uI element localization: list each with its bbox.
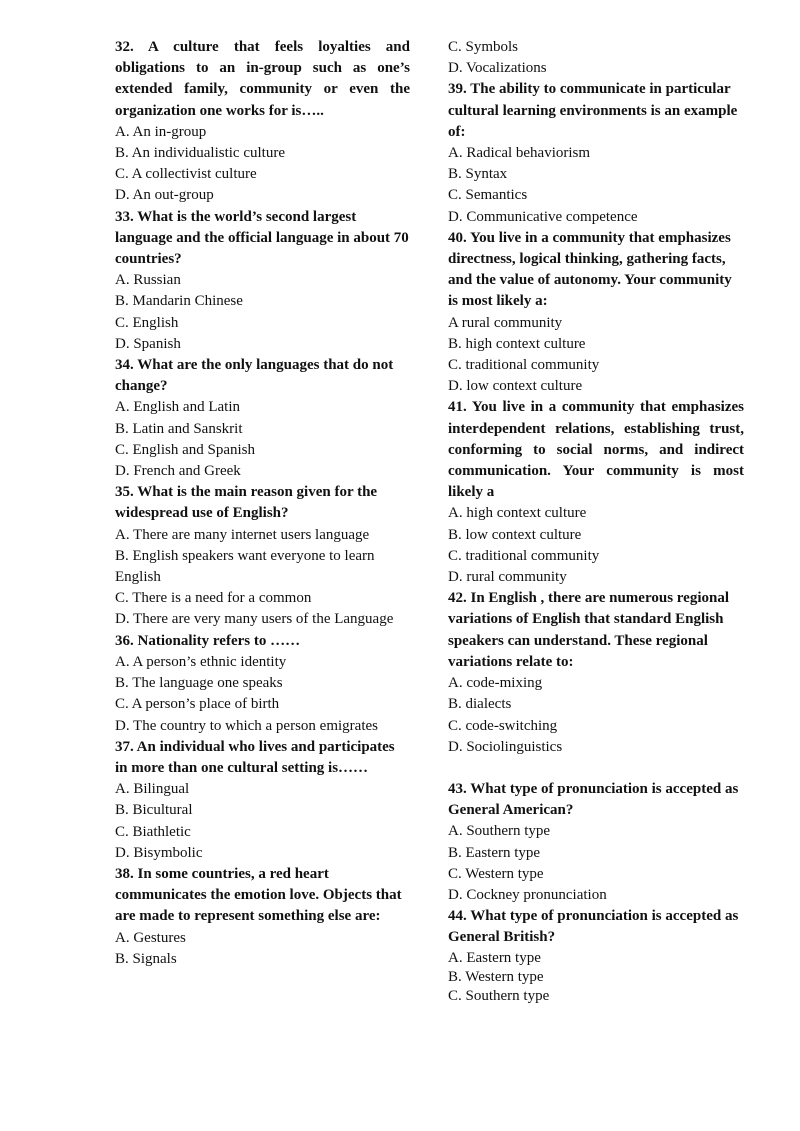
answer-option: D. Bisymbolic: [115, 844, 203, 861]
question-text: 32. A culture that feels loyalties and obligations to an in-group such as one’s extended family, community or even the organization one works for is…..: [115, 39, 410, 119]
answer-option: D. Sociolinguistics: [448, 738, 563, 755]
answer-option: B. low context culture: [448, 526, 582, 543]
answer-option: B. Eastern type: [448, 844, 541, 861]
question-block-q35: [115, 482, 410, 630]
question-block-q38-cont: [448, 37, 744, 79]
question-text: 39. The ability to communicate in particular cultural learning environments is an example of:: [448, 81, 738, 140]
answer-option: C. Symbols: [448, 39, 519, 55]
answer-option: C. traditional community: [448, 357, 600, 374]
question-block-q33: [115, 207, 410, 355]
answer-option: B. English speakers want everyone to learn English: [115, 547, 375, 586]
question-block-q36: [115, 631, 410, 737]
question-block-q44: [448, 906, 744, 1005]
answer-option: B. dialects: [448, 696, 512, 713]
question-block-q43: [448, 779, 744, 906]
question-text: 43. What type of pronunciation is accepted as General American?: [448, 780, 739, 819]
answer-option: D. Cockney pronunciation: [448, 886, 607, 903]
answer-option: C. code-switching: [448, 717, 558, 734]
answer-option: D. Spanish: [115, 335, 181, 352]
answer-option: D. French and Greek: [115, 463, 241, 480]
question-block-q32: [115, 37, 410, 207]
question-text: 40. You live in a community that emphasizes directness, logical thinking, gathering facts, and the value of autonomy. Your community is most likely a:: [448, 229, 732, 310]
right-column: [448, 37, 744, 1006]
question-block-q34: [115, 355, 410, 482]
question-text: 41. You live in a community that emphasizes interdependent relations, establishing trust, conforming to social norms, and indirect communication. Your community is most likely a: [448, 399, 744, 501]
question-text: 42. In English , there are numerous regional variations of English that standard English speakers can understand. These regional variations relate to:: [448, 590, 730, 670]
answer-option: D. rural community: [448, 569, 567, 586]
answer-option: A. Russian: [115, 272, 181, 289]
answer-option: B. Latin and Sanskrit: [115, 420, 243, 437]
answer-option: C. Western type: [448, 865, 544, 882]
question-block-q42: [448, 588, 744, 758]
question-text: 36. Nationality refers to ……: [115, 632, 301, 649]
answer-option: A. code-mixing: [448, 675, 543, 692]
question-block-q40: [448, 228, 744, 398]
answer-option: A. Radical behaviorism: [448, 145, 591, 162]
question-block-q37: [115, 737, 410, 864]
answer-option: B. Bicultural: [115, 802, 193, 819]
answer-option: C. There is a need for a common: [115, 590, 312, 607]
answer-option: D. low context culture: [448, 378, 583, 395]
answer-option: C. A person’s place of birth: [115, 696, 280, 713]
question-text: 33. What is the world’s second largest language and the official language in about 70 countries?: [115, 208, 409, 268]
answer-option: C. Semantics: [448, 187, 528, 204]
answer-option: D. Communicative competence: [448, 208, 638, 225]
answer-option: A. Eastern type: [448, 949, 541, 966]
question-block-q41: [448, 397, 744, 588]
spacer: [448, 758, 744, 779]
answer-option: A. There are many internet users language: [115, 526, 370, 543]
question-text: 37. An individual who lives and participates in more than one cultural setting is……: [115, 738, 395, 776]
answer-option: A. Southern type: [448, 823, 551, 840]
question-text: 34. What are the only languages that do not change?: [115, 357, 394, 395]
answer-option: B. Signals: [115, 950, 177, 967]
answer-option: C. A collectivist culture: [115, 166, 257, 183]
answer-option: D. Vocalizations: [448, 60, 547, 77]
answer-option: A rural community: [448, 314, 563, 331]
answer-option: B. high context culture: [448, 335, 586, 352]
answer-option: C. Southern type: [448, 987, 550, 1004]
answer-option: B. An individualistic culture: [115, 145, 285, 162]
question-block-q38: [115, 864, 410, 970]
question-text: 35. What is the main reason given for the widespread use of English?: [115, 484, 378, 522]
left-column: [115, 37, 410, 970]
answer-option: D. There are very many users of the Language: [115, 611, 394, 628]
answer-option: A. Bilingual: [115, 781, 190, 798]
answer-option: B. Western type: [448, 968, 544, 985]
answer-option: C. English: [115, 314, 179, 331]
answer-option: C. traditional community: [448, 547, 600, 564]
answer-option: A. An in-group: [115, 123, 207, 140]
answer-option: D. The country to which a person emigrates: [115, 717, 378, 734]
answer-option: A. Gestures: [115, 929, 186, 946]
answer-option: C. English and Spanish: [115, 441, 256, 458]
answer-option: A. A person’s ethnic identity: [115, 653, 287, 670]
answer-option: B. The language one speaks: [115, 675, 283, 692]
answer-option: A. high context culture: [448, 505, 587, 522]
answer-option: B. Mandarin Chinese: [115, 293, 243, 310]
answer-option: B. Syntax: [448, 166, 508, 183]
answer-option: C. Biathletic: [115, 823, 191, 840]
question-text: 44. What type of pronunciation is accepted as General British?: [448, 908, 739, 946]
question-text: 38. In some countries, a red heart communicates the emotion love. Objects that are made to represent something else are:: [115, 865, 402, 925]
question-block-q39: [448, 79, 744, 227]
answer-option: D. An out-group: [115, 187, 214, 204]
answer-option: A. English and Latin: [115, 399, 240, 416]
